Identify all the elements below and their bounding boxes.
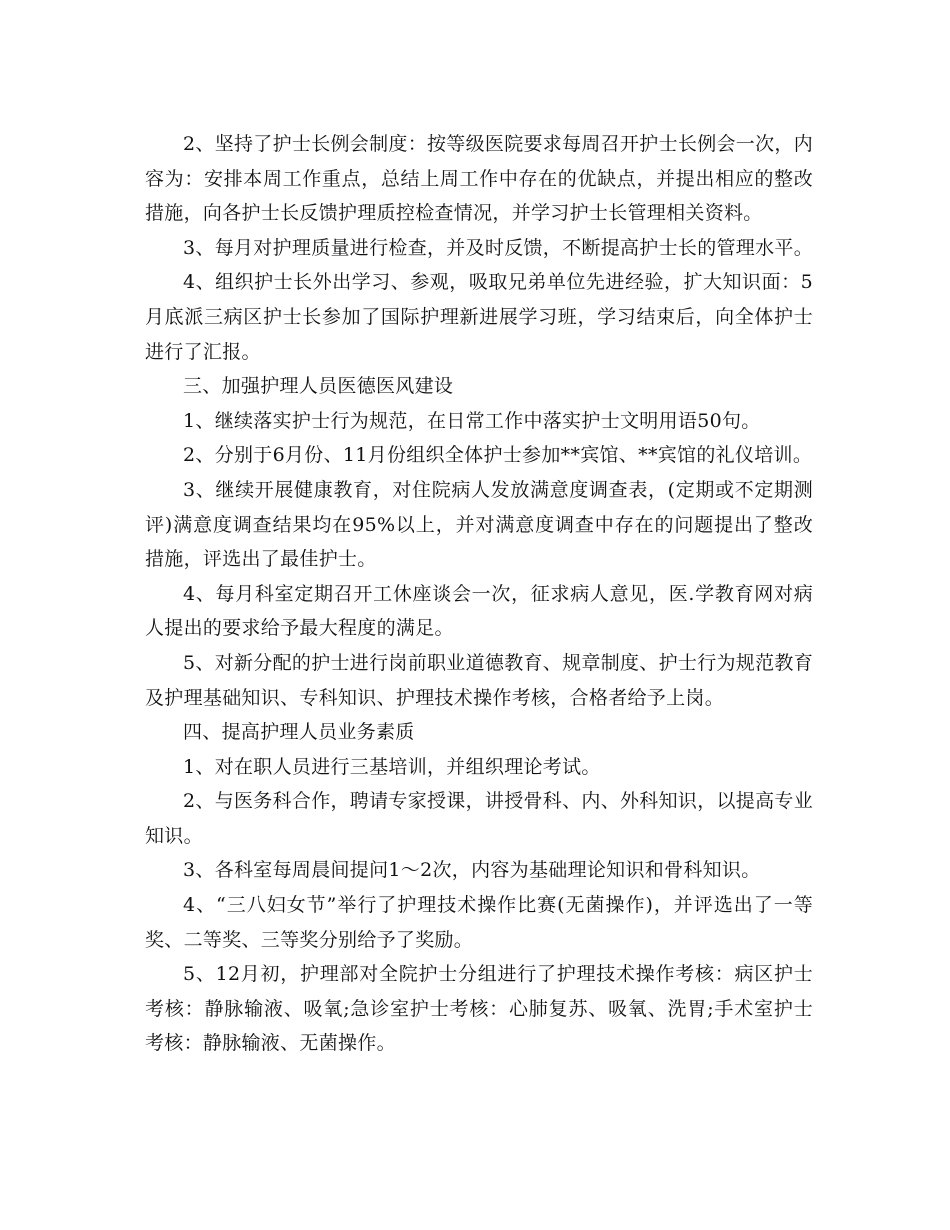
paragraph-nurse-head-meeting: 2、坚持了护士长例会制度：按等级医院要求每周召开护士长例会一次，内容为：安排本周工作重点，总结上周工作中存在的优缺点，并提出相应的整改措施，向各护士长反馈护理质控检查情况，并学习护士长管理相关资料。 bbox=[145, 133, 813, 225]
paragraph-basic-training: 1、对在职人员进行三基培训，并组织理论考试。 bbox=[183, 755, 601, 778]
paragraph-etiquette-training: 2、分别于6月份、11月份组织全体护士参加**宾馆、**宾馆的礼仪培训。 bbox=[183, 444, 813, 467]
paragraph-external-study: 4、组织护士长外出学习、参观，吸取兄弟单位先进经验，扩大知识面：5月底派三病区护士长参加了国际护理新进展学习班，学习结束后，向全体护士进行了汇报。 bbox=[145, 271, 813, 363]
paragraph-morning-questions: 3、各科室每周晨间提问1～2次，内容为基础理论知识和骨科知识。 bbox=[183, 859, 761, 882]
paragraph-patient-forum: 4、每月科室定期召开工休座谈会一次，征求病人意见，医.学教育网对病人提出的要求给予最大程度的满足。 bbox=[145, 582, 813, 640]
section-heading-ethics: 三、加强护理人员医德医风建设 bbox=[183, 375, 454, 398]
paragraph-conduct-norms: 1、继续落实护士行为规范，在日常工作中落实护士文明用语50句。 bbox=[183, 409, 761, 432]
paragraph-skills-assessment: 5、12月初，护理部对全院护士分组进行了护理技术操作考核：病区护士考核：静脉输液、吸氧;急诊室护士考核：心肺复苏、吸氧、洗胃;手术室护士考核：静脉输液、无菌操作。 bbox=[145, 963, 813, 1055]
paragraph-expert-lectures: 2、与医务科合作，聘请专家授课，讲授骨科、内、外科知识，以提高专业知识。 bbox=[145, 790, 813, 847]
paragraph-skills-competition: 4、“三八妇女节”举行了护理技术操作比赛(无菌操作)，并评选出了一等奖、二等奖、三等奖分别给予了奖励。 bbox=[145, 894, 813, 951]
document-body bbox=[145, 127, 813, 1061]
section-heading-skills: 四、提高护理人员业务素质 bbox=[183, 721, 415, 744]
paragraph-new-nurse-training: 5、对新分配的护士进行岗前职业道德教育、规章制度、护士行为规范教育及护理基础知识、专科知识、护理技术操作考核，合格者给予上岗。 bbox=[145, 651, 813, 709]
paragraph-quality-check: 3、每月对护理质量进行检查，并及时反馈，不断提高护士长的管理水平。 bbox=[183, 236, 813, 259]
paragraph-health-education: 3、继续开展健康教育，对住院病人发放满意度调查表，(定期或不定期测评)满意度调查结果均在95%以上，并对满意度调查中存在的问题提出了整改措施，评选出了最佳护士。 bbox=[145, 478, 813, 571]
